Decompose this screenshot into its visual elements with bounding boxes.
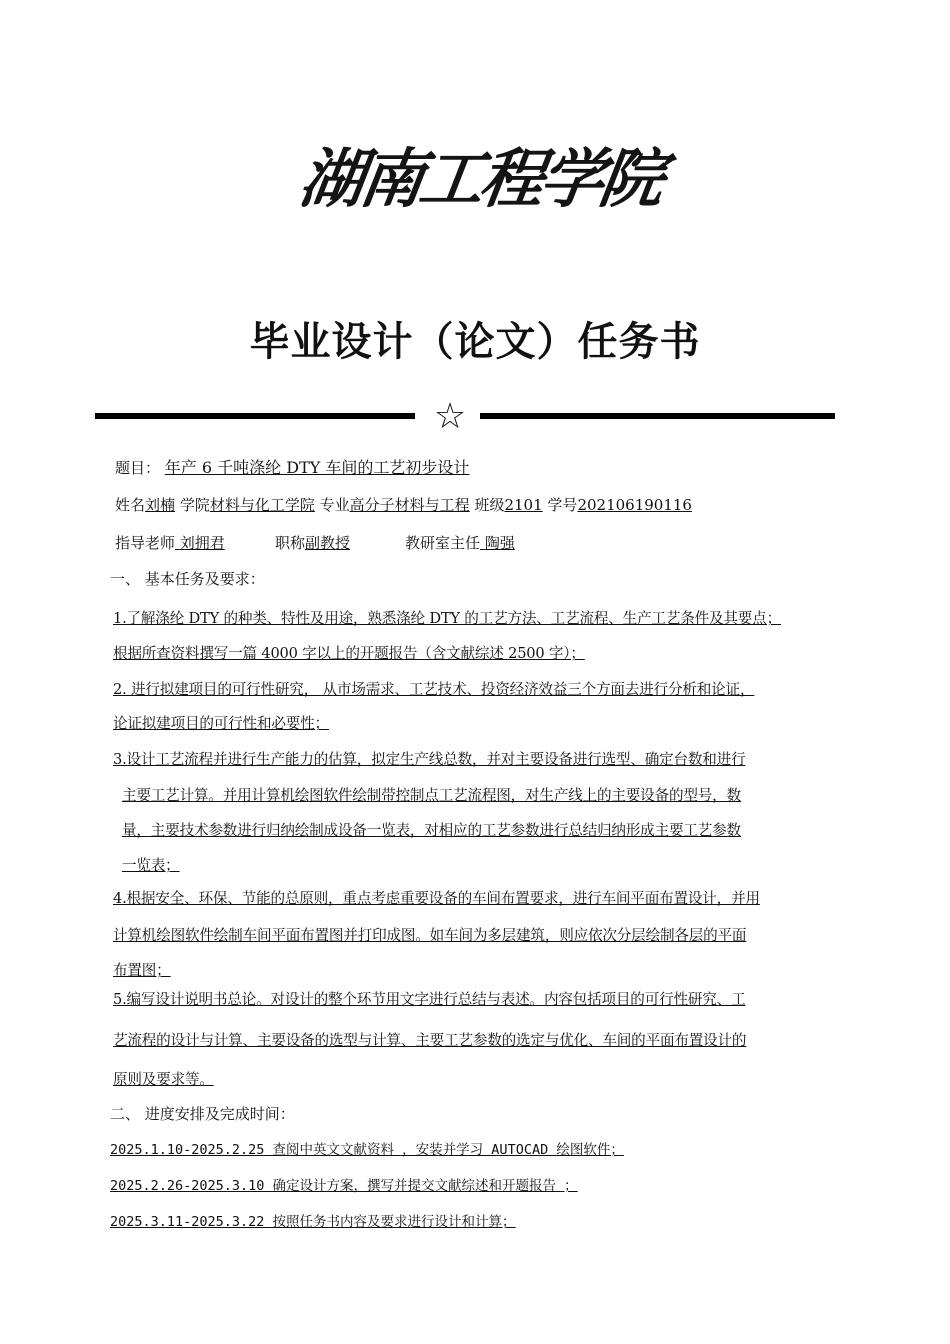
- name-label: 姓名: [115, 496, 146, 514]
- divider-right: [480, 413, 835, 419]
- task-line: 艺流程的设计与计算、主要设备的选型与计算、主要工艺参数的选定与优化、车间的平面布置设计的: [113, 1032, 747, 1049]
- task-line: 主要工艺计算。并用计算机绘图软件绘制带控制点工艺流程图，对生产线上的主要设备的型号，数: [122, 787, 741, 804]
- schedule-line: 2025.1.10-2025.2.25 查阅中英文文献资料 ，安装并学习 AUTOCAD 绘图软件；: [110, 1142, 624, 1158]
- student-info-line: [115, 495, 692, 515]
- task-line: 4.根据安全、环保、节能的总原则，重点考虑重要设备的车间布置要求，进行车间平面布置设计，并用: [113, 890, 760, 907]
- topic-line: [115, 458, 469, 478]
- advisor-line: [115, 533, 515, 553]
- star-icon: ☆: [433, 396, 467, 437]
- topic-label: 题目：: [115, 459, 161, 477]
- task-line: 2. 进行拟建项目的可行性研究， 从市场需求、工艺技术、投资经济效益三个方面去进行分析和论证，: [113, 681, 755, 698]
- schedule-line: 2025.3.11-2025.3.22 按照任务书内容及要求进行设计和计算；: [110, 1214, 516, 1230]
- college-label: 学院: [179, 496, 210, 514]
- name-value: 刘楠: [145, 496, 176, 514]
- task-line: 量，主要技术参数进行归纳绘制成设备一览表，对相应的工艺参数进行总结归纳形成主要工艺参数: [122, 822, 741, 839]
- document-title: 毕业设计（论文）任务书: [249, 319, 701, 365]
- advisor-name: 刘拥君: [179, 534, 225, 552]
- advisor-value: [175, 533, 275, 553]
- task-line: 1.了解涤纶 DTY 的种类、特性及用途，熟悉涤纶 DTY 的工艺方法、工艺流程、生产工艺条件及其要点；: [113, 610, 781, 627]
- college-value: 材料与化工学院: [209, 496, 315, 514]
- task-line: 一览表；: [122, 857, 180, 874]
- student-id-label: 学号: [547, 496, 578, 514]
- advisor-label: 指导老师: [115, 534, 176, 552]
- class-value: 2101: [504, 496, 543, 514]
- director-label: 教研室主任: [405, 534, 481, 552]
- job-title-value: 副教授: [305, 534, 351, 552]
- major-value: 高分子材料与工程: [349, 496, 470, 514]
- task-line: 根据所查资料撰写一篇 4000 字以上的开题报告（含文献综述 2500 字）；: [113, 645, 585, 662]
- section2-heading: 二、 进度安排及完成时间：: [110, 1105, 295, 1123]
- task-line: 计算机绘图软件绘制车间平面布置图并打印成图。如车间为多层建筑，则应依次分层绘制各层的平面: [113, 927, 747, 944]
- task-line: 论证拟建项目的可行性和必要性；: [113, 715, 329, 732]
- school-logo: 湖南工程学院: [294, 142, 666, 217]
- section1-heading: 一、 基本任务及要求：: [110, 570, 265, 588]
- schedule-line: 2025.2.26-2025.3.10 确定设计方案，撰写并提交文献综述和开题报告 ；: [110, 1178, 578, 1194]
- major-label: 专业: [319, 496, 350, 514]
- task-line: 3.设计工艺流程并进行生产能力的估算，拟定生产线总数，并对主要设备进行选型、确定台数和进行: [113, 751, 746, 768]
- task-line: 布置图；: [113, 962, 171, 979]
- divider-left: [95, 413, 415, 419]
- director-name: 陶强: [484, 534, 515, 552]
- task-line: 5.编写设计说明书总论。对设计的整个环节用文字进行总结与表述。内容包括项目的可行性研究、工: [113, 991, 746, 1008]
- topic-value: 年产 6 千吨涤纶 DTY 车间的工艺初步设计: [164, 458, 470, 477]
- class-label: 班级: [474, 496, 505, 514]
- job-title-label: 职称: [275, 534, 306, 552]
- student-id-value: 202106190116: [577, 496, 692, 514]
- task-line: 原则及要求等。: [113, 1071, 214, 1088]
- director-value: [480, 534, 515, 552]
